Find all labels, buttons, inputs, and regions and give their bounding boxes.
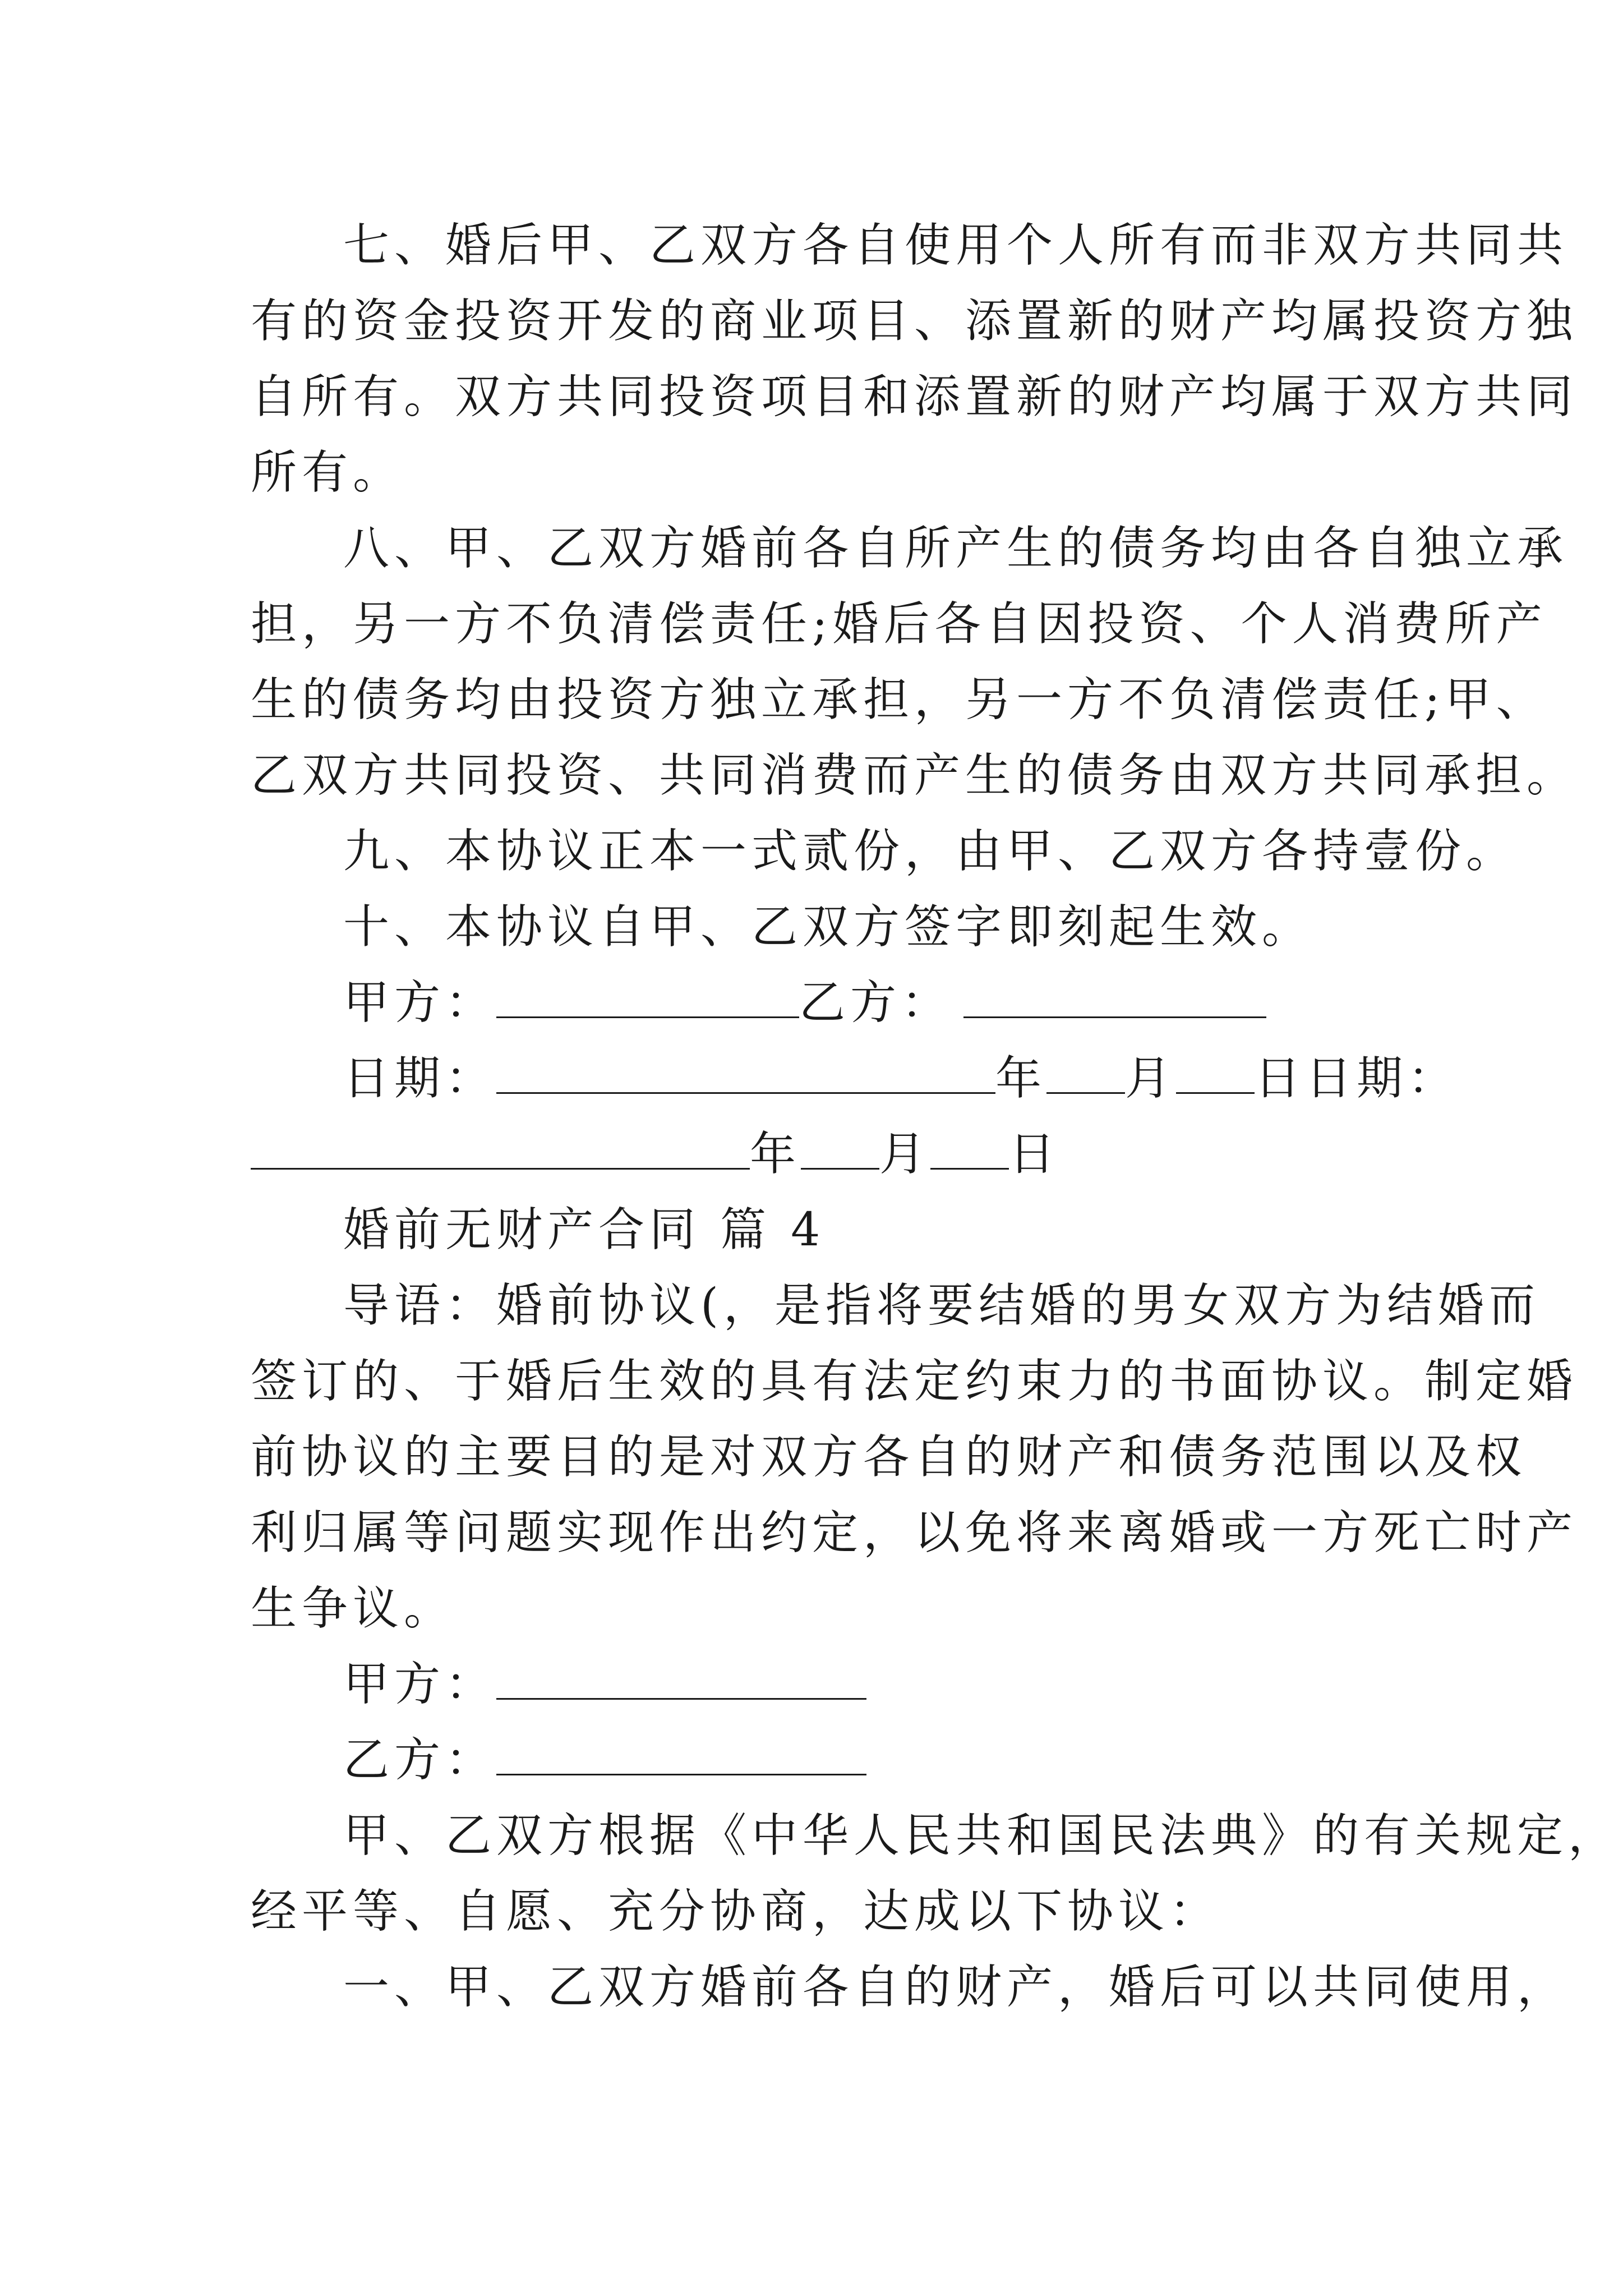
section-heading: 婚前无财产合同 篇 4 [343,1203,826,1257]
intro-line-3: 前协议的主要目的是对双方各自的财产和债务范围以及权 [251,1430,1527,1484]
date-1-month: 月 [1125,1052,1177,1105]
section-8-line-4: 乙双方共同投资、共同消费而产生的债务由双方共同承担。 [251,749,1578,802]
signature-row [251,965,1266,1041]
party-b-label: 乙方： [799,976,953,1029]
date-2-day-blank [930,1131,1009,1170]
section-7-line-3: 自所有。双方共同投资项目和添置新的财产均属于双方共同 [251,370,1578,424]
date-2-month: 月 [879,1128,931,1181]
section-8-line-3: 生的债务均由投资方独立承担，另一方不负清偿责任;甲、 [251,673,1547,726]
date-2-year: 年 [750,1128,801,1181]
date-row [251,1041,1459,1116]
party-a-blank [496,1661,866,1700]
date-row-2 [251,1116,1060,1192]
date-1-year: 年 [995,1052,1047,1105]
party-a-row [251,1646,866,1722]
preamble-line-1: 甲、乙双方根据《中华人民共和国民法典》的有关规定， [343,1809,1620,1862]
party-b-label-2: 乙方： [343,1733,497,1787]
party-a-label: 甲方： [343,976,497,1029]
preamble-line-2: 经平等、自愿、充分协商，达成以下协议： [251,1885,1221,1938]
party-a-label-2: 甲方： [343,1658,497,1711]
date-2-day: 日 [1009,1128,1061,1181]
party-b-signature-blank [963,979,1266,1018]
intro-line-1: 导语：婚前协议(，是指将要结婚的男女双方为结婚而 [343,1279,1540,1332]
date-label-1: 日期： [343,1052,497,1105]
intro-line-5: 生争议。 [251,1582,455,1635]
section-7-line-1: 七、婚后甲、乙双方各自使用个人所有而非双方共同共 [343,219,1569,272]
clause-1-line-1: 一、甲、乙双方婚前各自的财产，婚后可以共同使用， [343,1961,1569,2014]
section-9: 九、本协议正本一式贰份，由甲、乙双方各持壹份。 [343,825,1518,878]
date-1-year-blank [496,1055,995,1094]
date-1-day: 日 [1255,1052,1306,1105]
section-7-line-2: 有的资金投资开发的商业项目、添置新的财产均属投资方独 [251,295,1578,348]
date-2-month-blank [801,1131,879,1170]
section-10: 十、本协议自甲、乙双方签字即刻起生效。 [343,900,1313,954]
intro-line-4: 利归属等问题实现作出约定，以免将来离婚或一方死亡时产 [251,1506,1578,1559]
section-8-line-2: 担，另一方不负清偿责任;婚后各自因投资、个人消费所产 [251,597,1547,651]
date-label-2: 日期： [1306,1052,1459,1105]
intro-line-2: 签订的、于婚后生效的具有法定约束力的书面协议。制定婚 [251,1355,1578,1408]
party-b-blank [496,1737,866,1775]
date-2-year-blank [251,1131,750,1170]
section-7-line-4: 所有。 [251,446,404,499]
date-1-day-blank [1176,1055,1255,1094]
party-b-row [251,1722,866,1798]
party-a-signature-blank [496,979,799,1018]
section-8-line-1: 八、甲、乙双方婚前各自所产生的债务均由各自独立承 [343,522,1569,575]
date-1-month-blank [1046,1055,1125,1094]
